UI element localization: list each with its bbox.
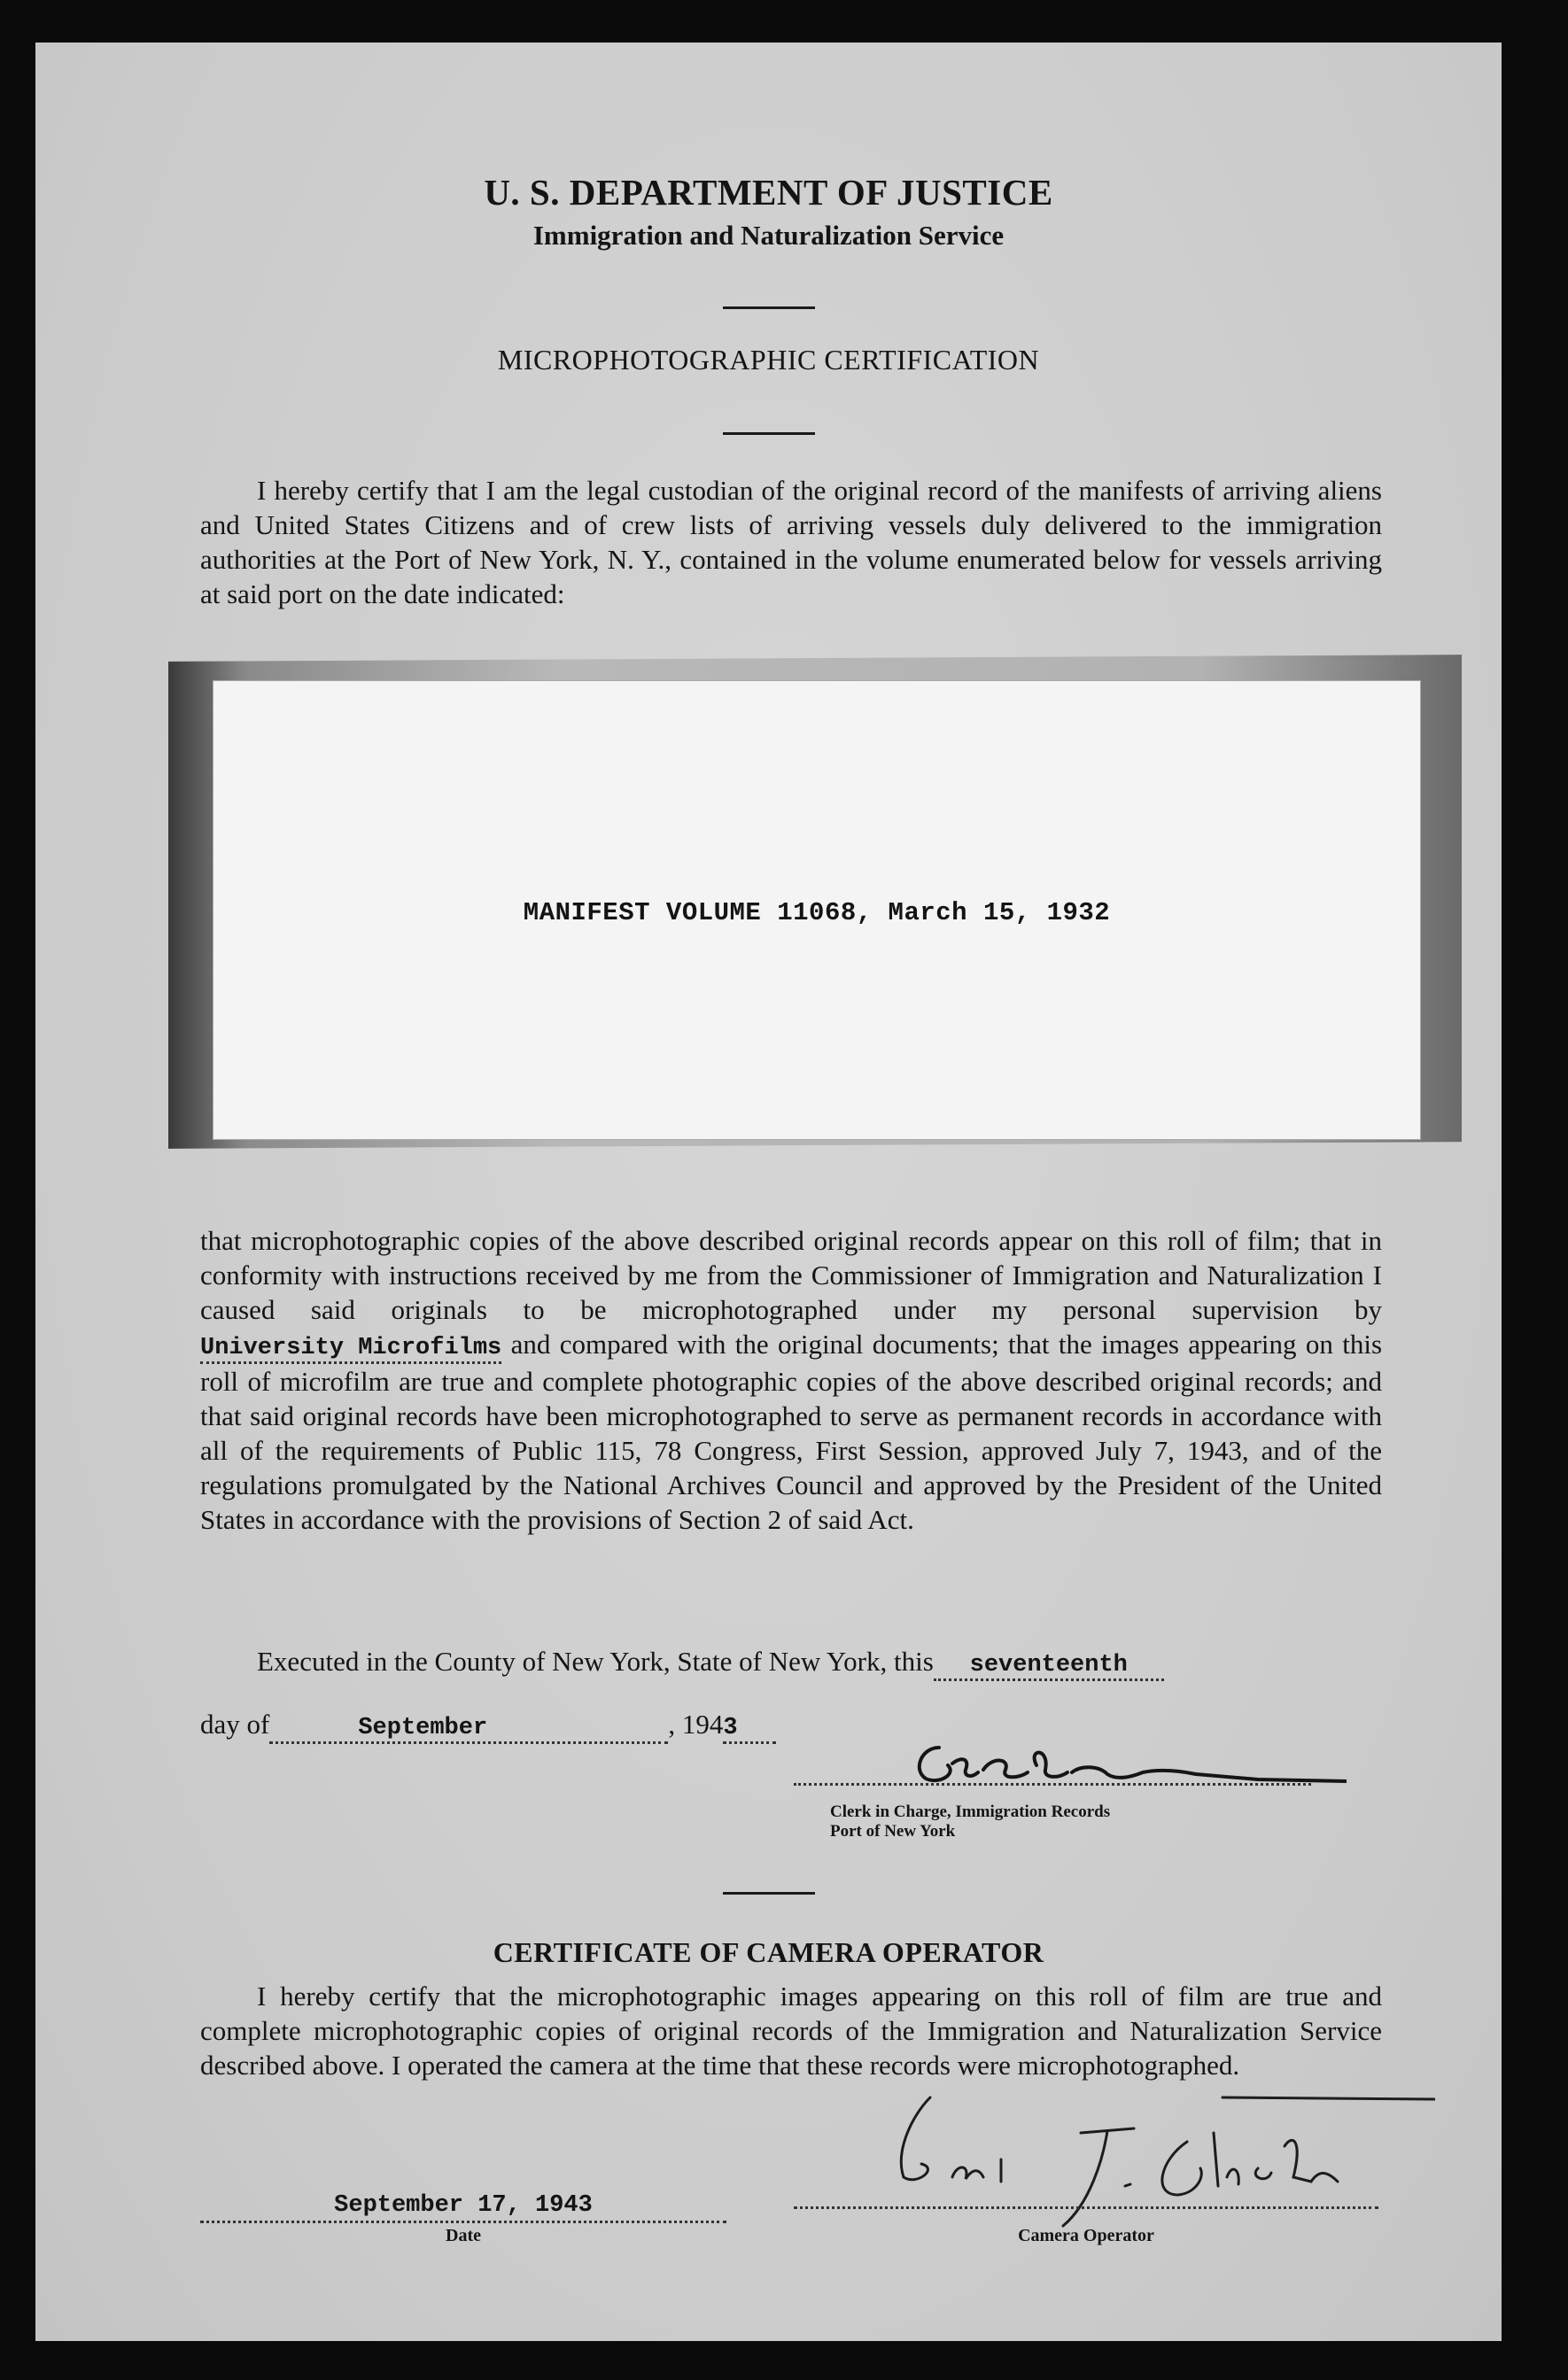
executed-line: Executed in the County of New York, State of New York, this seventeenth [200, 1644, 1164, 1681]
clerk-title: Clerk in Charge, Immigration Records [830, 1802, 1111, 1821]
day-value: seventeenth [969, 1652, 1128, 1678]
photographer-field [200, 1331, 501, 1364]
clerk-signature-line [794, 1783, 1311, 1786]
document-page [35, 43, 1502, 2341]
camera-certification-text: I hereby certify that the microphotographic images appearing on this roll of film are true and complete microphotographic copies of original records of the Immigration and Naturalization Service described above. I operated the camera at the time that these records were microphotographed. [200, 1981, 1382, 2081]
clerk-signature [886, 1730, 1347, 1801]
manifest-volume-label: MANIFEST VOLUME 11068, March 15, 1932 [523, 898, 1111, 927]
camera-operator-heading: CERTIFICATE OF CAMERA OPERATOR [493, 1936, 1044, 1968]
divider-rule [723, 432, 815, 435]
certification-body: that microphotographic copies of the above described original records appear on this roll of film; that in conformity with instructions received by me from the Commissioner of Immigration and Naturalization I caused said originals to be microphotographed under my personal supervision byUniversity Microfilms and compared with the original documents; that the images appearing on this roll of microfilm are true and complete photographic copies of the above described original records; and that said original records have been microphotographed to serve as permanent records in accordance with all of the requirements of Public 115, 78 Congress, First Session, approved July 7, 1943, and of the regulations promulgated by the National Archives Council and approved by the President of the United States in accordance with the provisions of Section 2 of said Act. [200, 1225, 1383, 1535]
clerk-title-block [830, 1802, 1110, 1841]
year-field [723, 1711, 776, 1744]
camera-operator-label: Camera Operator [1018, 2226, 1154, 2245]
clerk-location: Port of New York [830, 1822, 956, 1841]
year-value: 3 [723, 1715, 738, 1741]
camera-date-label: Date [446, 2226, 481, 2245]
month-field [269, 1711, 668, 1744]
service-subtitle: Immigration and Naturalization Service [532, 220, 1005, 251]
department-title: U. S. DEPARTMENT OF JUSTICE [484, 172, 1053, 213]
divider-rule [723, 1892, 815, 1895]
photographer-value: University Microfilms [200, 1335, 502, 1361]
certification-intro: I hereby certify that I am the legal custodian of the original record of the manifests of arriving aliens and United States Citizens and of crew lists of arriving vessels duly delivered to the immigration authorities at the Port of New York, N. Y., contained in the volume enumerated below for vessels arriving at said port on the date indicated: [200, 475, 1382, 609]
camera-operator-signature-line [794, 2206, 1378, 2209]
day-field [934, 1648, 1164, 1681]
manifest-card [213, 680, 1421, 1140]
date-line: day of September , 1943 [200, 1707, 776, 1744]
camera-date-field [200, 2190, 726, 2223]
certification-heading: MICROPHOTOGRAPHIC CERTIFICATION [497, 344, 1040, 376]
camera-date-value: September 17, 1943 [334, 2192, 593, 2219]
divider-rule [723, 306, 815, 309]
month-value: September [358, 1715, 488, 1741]
